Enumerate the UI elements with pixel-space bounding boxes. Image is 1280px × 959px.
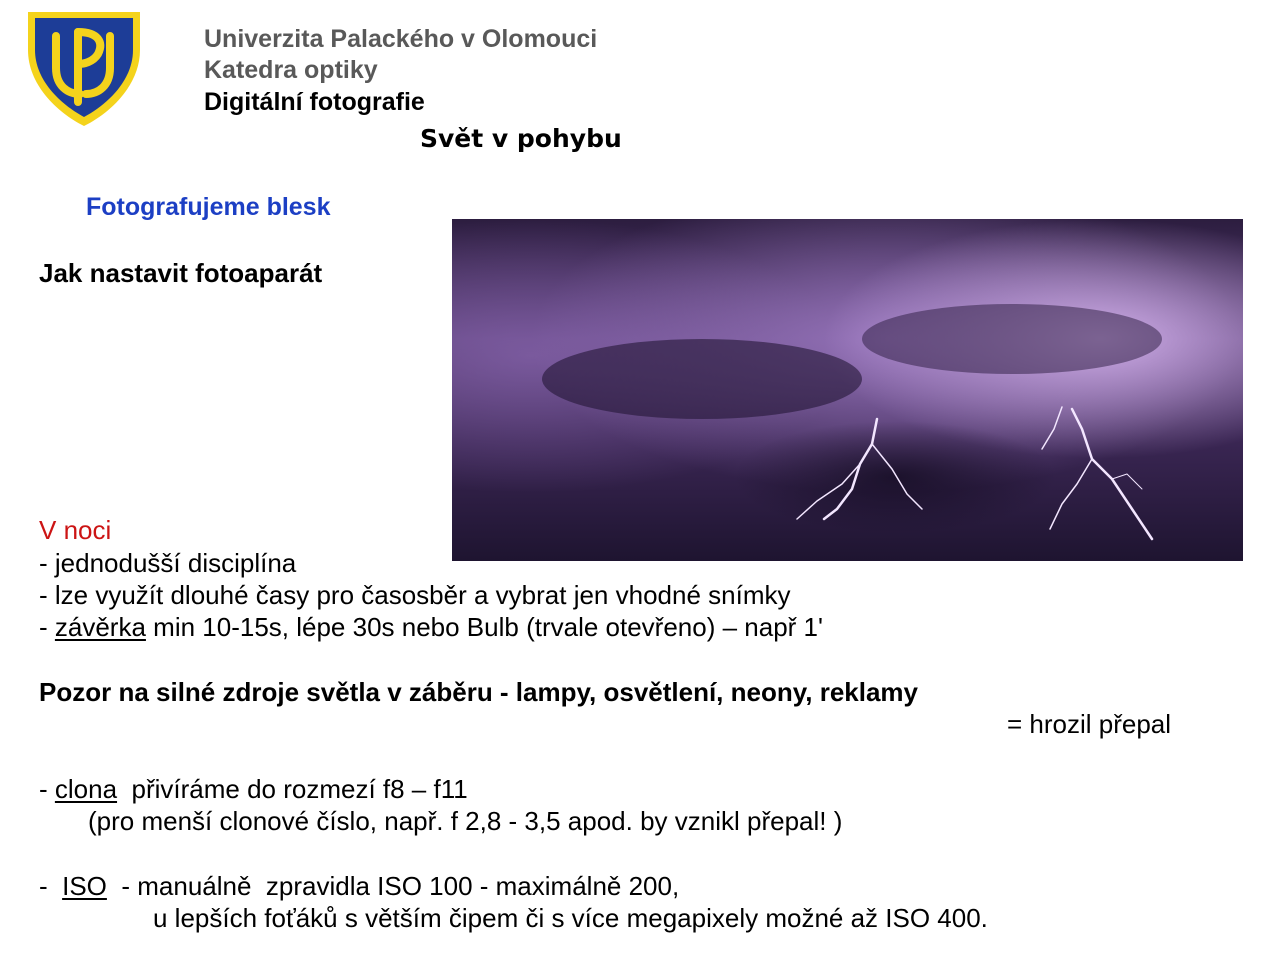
course-name: Digitální fotografie — [204, 88, 425, 116]
night-line-3-rest: min 10-15s, lépe 30s nebo Bulb (trvale otevřeno) – např 1' — [145, 612, 823, 642]
night-heading: V noci — [39, 515, 112, 545]
iso-term: ISO — [62, 871, 107, 901]
university-crest-shield-icon — [26, 10, 142, 128]
lightning-storm-photo — [452, 219, 1243, 561]
university-name: Univerzita Palackého v Olomouci — [204, 25, 598, 53]
iso-rest: - manuálně zpravidla ISO 100 - maximálně 200, — [106, 871, 680, 901]
night-line-2: - lze využít dlouhé časy pro časosběr a vybrat jen vhodné snímky — [39, 580, 791, 610]
iso-note: u lepších foťáků s větším čipem či s více megapixely možné až ISO 400. — [153, 903, 988, 933]
slide-title: Svět v pohybu — [420, 124, 622, 153]
aperture-note: (pro menší clonové číslo, např. f 2,8 - 3,5 apod. by vznikl přepal! ) — [88, 806, 843, 836]
aperture-prefix: - — [39, 774, 55, 804]
night-line-3-prefix: - — [39, 612, 55, 642]
section-title: Fotografujeme blesk — [86, 193, 331, 221]
night-line-3 — [39, 612, 823, 643]
warning-line-1: Pozor na silné zdroje světla v záběru - lampy, osvětlení, neony, reklamy — [39, 677, 919, 707]
department-name: Katedra optiky — [204, 56, 378, 84]
subheading: Jak nastavit fotoaparát — [39, 258, 323, 288]
iso-prefix: - — [39, 871, 63, 901]
aperture-term: clona — [54, 774, 118, 804]
shutter-term: závěrka — [54, 612, 146, 642]
iso-line — [39, 871, 679, 902]
night-line-1: - jednodušší disciplína — [39, 548, 297, 578]
aperture-rest: přivíráme do rozmezí f8 – f11 — [117, 774, 468, 804]
aperture-line — [39, 774, 468, 805]
warning-line-2: = hrozil přepal — [1007, 709, 1172, 739]
